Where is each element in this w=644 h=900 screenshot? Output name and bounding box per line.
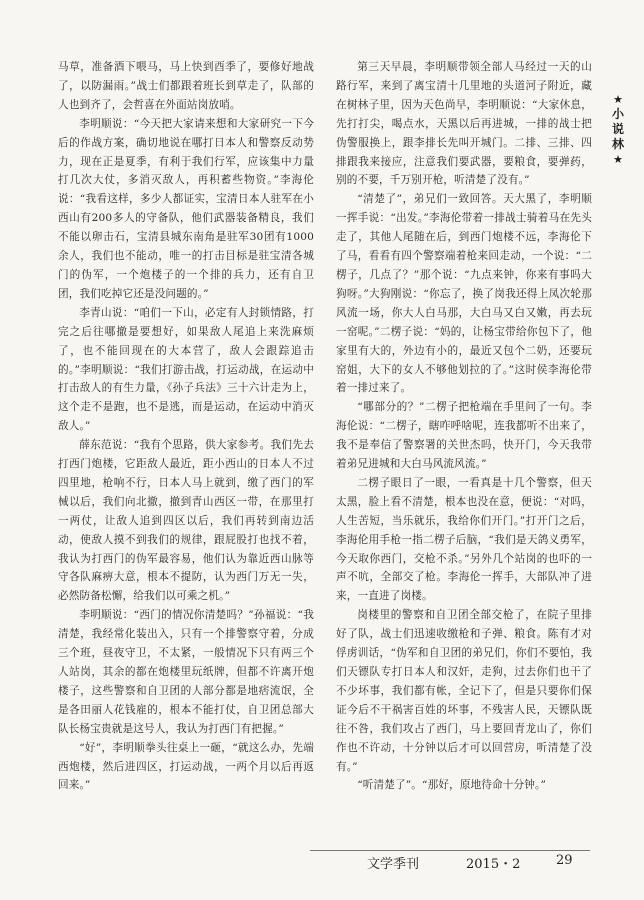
star-icon: ★ [613, 153, 623, 166]
paragraph: 薛东范说：“我有个思路，供大家参考。我们先去打西门炮楼，它距敌人最近，距小西山的日本人不过四里地，枪响不行，日本人马上就到，缴了西门的军械以后，我们向北撤，撤到青山西区一带，在那里打一两仗，让敌人追到四区以后，我们再转到南边活动，使敌人摸不到我们的规律，跟屁股打也找不着，我认为打西门的伪军最容易，他们认为靠近西山脉等守各队麻痹大意，根本不提防，认为西门万无一失，必然防备松懈，给我们以可乘之机。” [58, 439, 314, 603]
column-tag-char: 林 [611, 137, 624, 151]
footer-divider [310, 850, 590, 851]
right-text-column [336, 58, 592, 795]
paragraph: 马草，准备酒下喂马，马上快到酉季了，要修好地战了，以防漏雨。”战士们都跟着班长到草走了，队部的人也到齐了，会哲喜在外面站岗放哨。 [58, 61, 314, 111]
column-tag-char: 说 [611, 122, 624, 136]
paragraph: 李明顺说：“西门的情况你清楚吗？”孙福说：“我清楚，我经常化装出入，只有一个排警察守着，分成三个班，昼夜守卫，不太紧，一般情况下只有两三个人站岗，其余的都在炮楼里玩纸牌，但都不许离开炮楼子，这些警察和自卫团的人部分都是地痞流氓，全是各田丽人花钱雇的，根本不能打仗，自卫团总部大队长杨宝贵就是这号人，我认为打西门有把握。” [58, 609, 314, 735]
paragraph: “听清楚了”。“那好，原地待命十分钟。” [357, 779, 547, 792]
star-icon: ★ [613, 93, 623, 106]
paragraph: 岗楼里的警察和自卫团全部交枪了，在院子里排好了队，战士们迅速收缴枪和子弹、粮食。陈有才对俘虏训话，“伪军和自卫团的弟兄们，你们不要怕，我们天镖队专打日本人和汉奸，走狗，过去你们也干了不少坏事，我们都有帐，全记下了，但是只要你们保证今后不干祸害百姓的坏事，不残害人民，天镖队既往不咎，我们攻占了西门，马上要回青龙山了，你们作也不许动，十分钟以后才可以回营房，听清楚了没有。” [336, 609, 592, 773]
paragraph: 李明顺说：“今天把大家请来想和大家研究一下今后的作战方案，确切地说在哪打日本人和警察反动势力，现在正是夏季，有利于我们行军，应该集中力量打几次大仗，多消灭敌人，再积蓄些物资。”李海伦说：“我看这样，多少人都证实，宝清日本人驻军在小西山有200多人的守备队，他们武器装备精良，我们不能以卵击石，宝清县城东南角是驻军30团有1000余人，我们也不能动，唯一的打击目标是驻宝清各城门的伪军，一个炮楼子的一个排的兵力，还有自卫团，我们吃掉它还是没问题的。” [58, 117, 314, 300]
left-text-column [58, 58, 314, 795]
column-tag [610, 92, 626, 167]
magazine-name: 文学季刊 [367, 857, 420, 872]
paragraph: 第三天早晨，李明顺带领全部人马经过一天的山路行军，来到了离宝清十几里地的头道河子附近，藏在树林子里，因为天色尚早，李明顺说：“大家休息，先打打尖，喝点水，天黑以后再进城，一排的战士把伪警服换上，跟李排长先叫开城门。二排、三排、四排跟我来接应，注意我们要武器，要粮食，要弹药，别的不要，千万别开枪，听清楚了没有。” [336, 61, 592, 187]
paragraph: “哪部分的？”二楞子把枪端在手里问了一句。李海伦说：“二楞子，瞎咋呼啥呢，连我都听不出来了，我不是奉信了警察署的关世杰吗，快开门，今天我带着弟兄进城和大白马风流风流。” [336, 401, 592, 471]
paragraph: 李青山说：“咱们一下山，必定有人封锁情路，打完之后往哪撤是要想好，如果敌人尾追上来洗麻烦了，也不能回现在的大本营了，敌人会跟踪追击的。”李明顺说：“我们打游击战，打运动战，在运动中打击敌人的有生力量，《孙子兵法》三十六计走为上，这个走不是跑，也不是逃，而是运动，在运动中消灭敌人。” [58, 306, 314, 433]
page-number: 29 [556, 853, 573, 868]
column-tag-char: 小 [611, 107, 624, 121]
paragraph: “好”，李明顺拳头往桌上一砸，“就这么办，先端西炮楼，然后进四区，打运动战，一两个月以后再返回来。” [58, 741, 314, 792]
issue-number: 2015・2 [466, 857, 521, 872]
paragraph: “清楚了”，弟兄们一致回答。天大黑了，李明顺一挥手说：“出发。”李海伦带着一排战士骑着马在先头走了，其他人尾随在后，到西门炮楼不远，李海伦下了马，看看有四个警察端着枪来回走动，一个说：“二楞子，几点了？”那个说：“九点来钟，你来有事吗大狗呀。”大狗刚说：“你忘了，换了岗我还得上凤次轮那风流一场，你大人白马那，大白马又白又嫩，再去玩一窑呢。”二楞子说：“妈的，让杨宝带给你包下了，他家里有大的，外边有小的，最近又包个二奶，还要玩窑姐，大下的女人不够他划拉的了。”这时侯李海伦带着一排过来了。 [336, 193, 592, 395]
paragraph: 二楞子眼日了一眼，一看真是十几个警察，但天太黑，脸上看不清楚，根本也没在意，便说：“对吗，人生苦短，当乐就乐，我给你们开门。”打开门之后，李海伦用手枪一指二楞子后脑，“我们是天鸽义勇军，今天取你西门，交枪不杀。”另外几个站岗的也吓的一声不吭，全部交了枪。李海伦一挥手，大部队冲了进来，一直进了岗楼。 [336, 476, 592, 603]
